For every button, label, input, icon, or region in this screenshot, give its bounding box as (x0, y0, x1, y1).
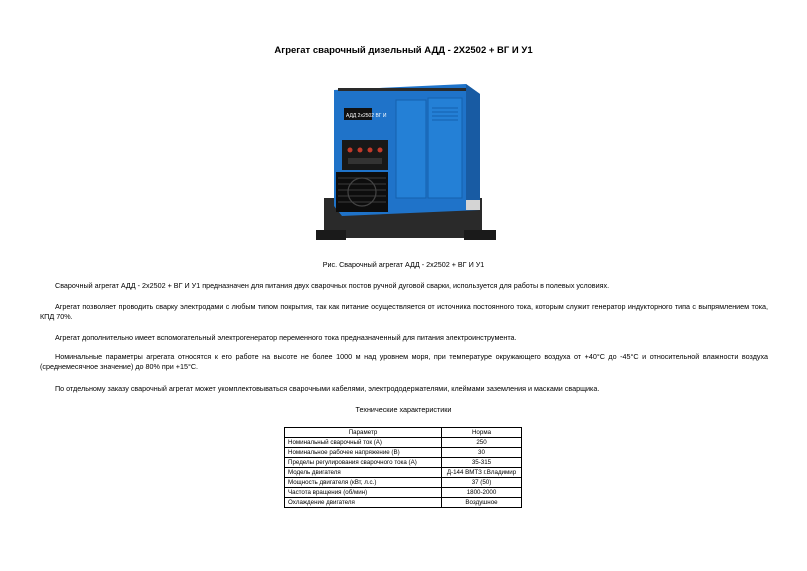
header-parameter: Параметр (285, 428, 442, 438)
row-parameter: Пределы регулирования сварочного тока (А) (285, 458, 442, 468)
paragraph-1: Сварочный агрегат АДД - 2х2502 + ВГ И У1 предназначен для питания двух сварочных постов ручной дуговой сварки, используется для работы в полевых условиях. (55, 281, 610, 290)
row-parameter: Модель двигателя (285, 468, 442, 478)
row-parameter: Номинальный сварочный ток (А) (285, 438, 442, 448)
knob-3 (368, 148, 373, 153)
roof-rail (338, 88, 466, 91)
table-row (285, 498, 522, 508)
table-row (285, 468, 522, 478)
knob-2 (358, 148, 363, 153)
welding-unit-image (316, 80, 496, 248)
row-parameter: Частота вращения (об/мин) (285, 488, 442, 498)
figure-caption: Рис. Сварочный агрегат АДД - 2х2502 + ВГ И У1 (322, 260, 485, 269)
table-row (285, 438, 522, 448)
skid-left (316, 230, 346, 240)
header-norm: Норма (442, 428, 522, 438)
paragraph-3: Агрегат дополнительно имеет вспомогательный электрогенератор переменного тока предназначенный для питания электроинструмента. (55, 333, 517, 342)
table-row (285, 478, 522, 488)
knob-1 (348, 148, 353, 153)
table-row (285, 488, 522, 498)
knob-4 (378, 148, 383, 153)
table-row (285, 448, 522, 458)
control-panel (342, 140, 388, 170)
housing-side (466, 84, 480, 210)
side-plate (466, 200, 480, 210)
paragraph-4: Номинальные параметры агрегата относятся к его работе на высоте не более 1000 м над уровнем моря, при температуре окружающего воздуха от +40°С до -45°С и относительной влажности воздуха (среднемесячное значение) до 80% при +15°С. (40, 352, 768, 371)
row-value: 30 (442, 448, 522, 458)
skid-right (464, 230, 496, 240)
row-value: Д-144 ВМТЗ г.Владимир (442, 468, 522, 478)
table-header-row (285, 428, 522, 438)
row-value: 37 (50) (442, 478, 522, 488)
paragraph-2: Агрегат позволяет проводить сварку электродами с любым типом покрытия, так как питание осуществляется от источника постоянного тока, которым служит генератор индукторного типа с выпрямлением тока, КПД 70%. (40, 302, 768, 321)
table-title: Технические характеристики (355, 405, 452, 414)
paragraph-5: По отдельному заказу сварочный агрегат может укомплектовываться сварочными кабелями, электрододержателями, клеймами заземления и масками сварщика. (55, 384, 600, 393)
row-value: 35-315 (442, 458, 522, 468)
row-value: 250 (442, 438, 522, 448)
welding-unit-illustration (316, 80, 496, 248)
brand-plate-text: АДД 2х2502 ВГ И (346, 113, 387, 119)
terminal-row (348, 158, 382, 164)
row-value: 1800-2000 (442, 488, 522, 498)
document-title: Агрегат сварочный дизельный АДД - 2Х2502 + ВГ И У1 (274, 45, 533, 56)
door-left (396, 100, 426, 198)
row-value: Воздушное (442, 498, 522, 508)
row-parameter: Мощность двигателя (кВт, л.с.) (285, 478, 442, 488)
table-row (285, 458, 522, 468)
door-right (428, 98, 462, 198)
row-parameter: Номинальное рабочее напряжение (В) (285, 448, 442, 458)
row-parameter: Охлаждение двигателя (285, 498, 442, 508)
specifications-table (284, 427, 522, 508)
